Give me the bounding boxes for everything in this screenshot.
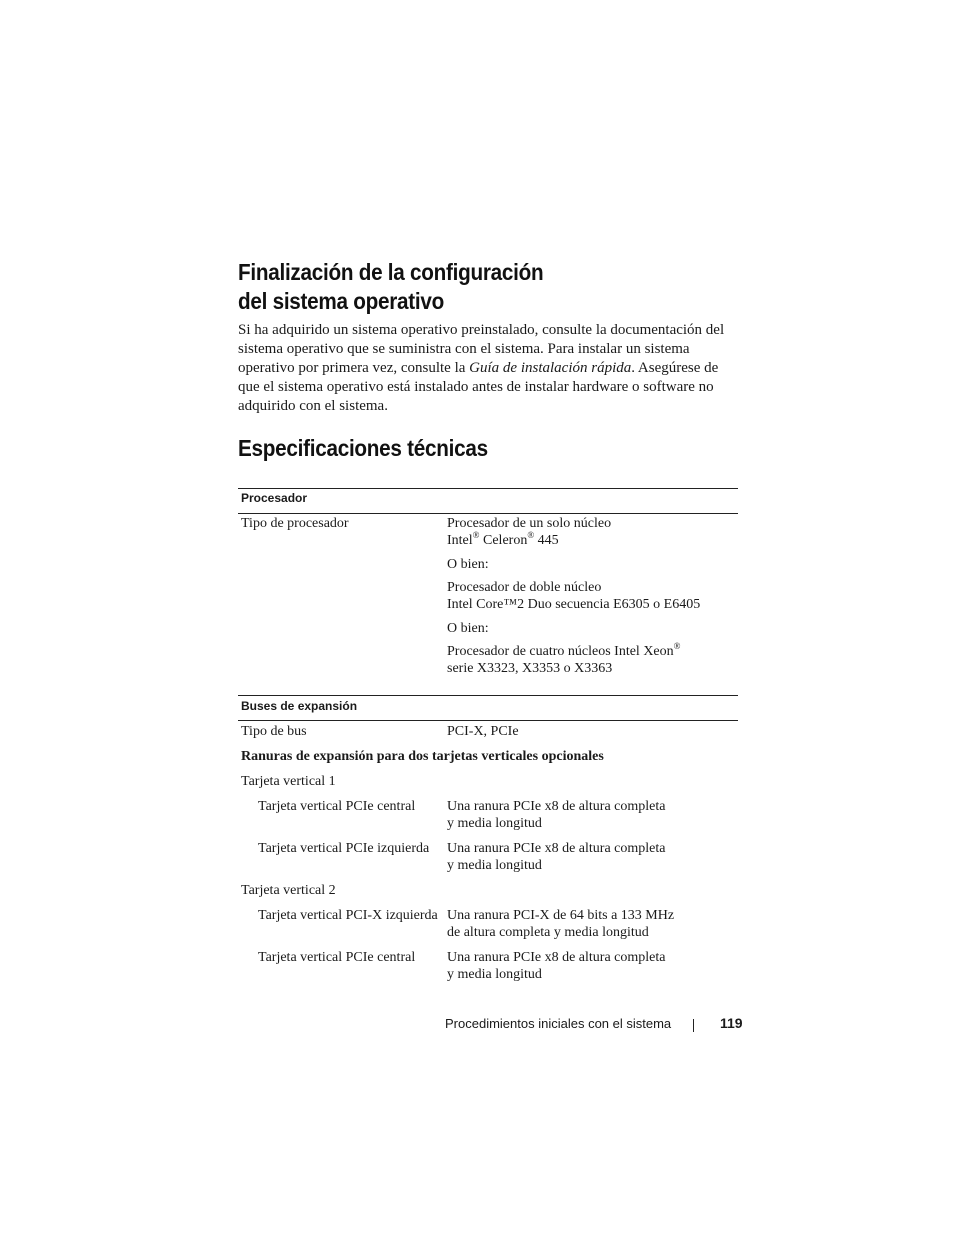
celeron-text: Celeron: [479, 533, 528, 548]
riser-2-center-label: Tarjeta vertical PCIe central: [258, 950, 416, 965]
section-title-os-setup: [238, 258, 543, 316]
intro-paragraph: [238, 321, 738, 416]
registered-mark: ®: [472, 530, 480, 540]
title-line-1: Finalización de la configuración: [238, 259, 544, 285]
intro-text-start: Si ha adquirido un sistema operativo preinstalado, consulte la documentación del sistema operativo que se suministra con el sistema. Para instalar un sistema operativo por primera vez, consulte la: [238, 322, 725, 376]
xeon-text: Procesador de cuatro núcleos Intel Xeon: [447, 644, 674, 659]
bus-type-value: PCI-X, PCIe: [447, 724, 519, 739]
table-rule: [238, 695, 738, 696]
intel-text: Intel: [447, 533, 473, 548]
quick-install-guide-ref: Guía de instalación rápida: [469, 360, 632, 376]
registered-mark: ®: [527, 530, 535, 540]
riser-2-left-label: Tarjeta vertical PCI-X izquierda: [258, 908, 438, 923]
or-text-2: O bien:: [447, 621, 489, 636]
riser-1-left-value-line-2: y media longitud: [447, 858, 542, 873]
footer-separator: [693, 1019, 694, 1032]
expansion-slots-heading: Ranuras de expansión para dos tarjetas verticales opcionales: [241, 749, 604, 764]
table-rule: [238, 720, 738, 721]
or-text-1: O bien:: [447, 557, 489, 572]
processor-option-3-line-2: serie X3323, X3353 o X3363: [447, 661, 613, 676]
riser-1-label: Tarjeta vertical 1: [241, 774, 336, 789]
riser-2-center-value-line-1: Una ranura PCIe x8 de altura completa: [447, 950, 666, 965]
processor-type-label: Tipo de procesador: [241, 516, 349, 531]
processor-option-2-line-2: Intel Core™2 Duo secuencia E6305 o E6405: [447, 597, 701, 612]
riser-2-label: Tarjeta vertical 2: [241, 883, 336, 898]
bus-type-label: Tipo de bus: [241, 724, 307, 739]
riser-2-center-value-line-2: y media longitud: [447, 967, 542, 982]
expansion-header: Buses de expansión: [241, 699, 358, 713]
table-rule: [238, 488, 738, 489]
intro-text-end: . Asegúrese de que el sistema operativo está instalado antes de instalar hardware o software no adquirido con el sistema.: [238, 360, 719, 414]
processor-option-1-line-2: [447, 532, 559, 549]
processor-option-2-line-1: Procesador de doble núcleo: [447, 580, 602, 595]
celeron-model: 445: [534, 533, 559, 548]
riser-2-left-value-line-1: Una ranura PCI-X de 64 bits a 133 MHz: [447, 908, 675, 923]
riser-1-center-value-line-1: Una ranura PCIe x8 de altura completa: [447, 799, 666, 814]
riser-1-center-label: Tarjeta vertical PCIe central: [258, 799, 416, 814]
processor-option-1-line-1: Procesador de un solo núcleo: [447, 516, 612, 531]
processor-option-3-line-1: [447, 643, 680, 660]
section-title-specs: Especificaciones técnicas: [238, 435, 488, 461]
table-rule: [238, 513, 738, 514]
processor-header: Procesador: [241, 491, 308, 505]
title-line-2: del sistema operativo: [238, 288, 445, 314]
riser-1-left-label: Tarjeta vertical PCIe izquierda: [258, 841, 430, 856]
page-number: 119: [720, 1015, 743, 1031]
riser-1-center-value-line-2: y media longitud: [447, 816, 542, 831]
footer-chapter-title: Procedimientos iniciales con el sistema: [445, 1016, 672, 1031]
registered-mark: ®: [673, 641, 681, 651]
riser-2-left-value-line-2: de altura completa y media longitud: [447, 925, 649, 940]
riser-1-left-value-line-1: Una ranura PCIe x8 de altura completa: [447, 841, 666, 856]
